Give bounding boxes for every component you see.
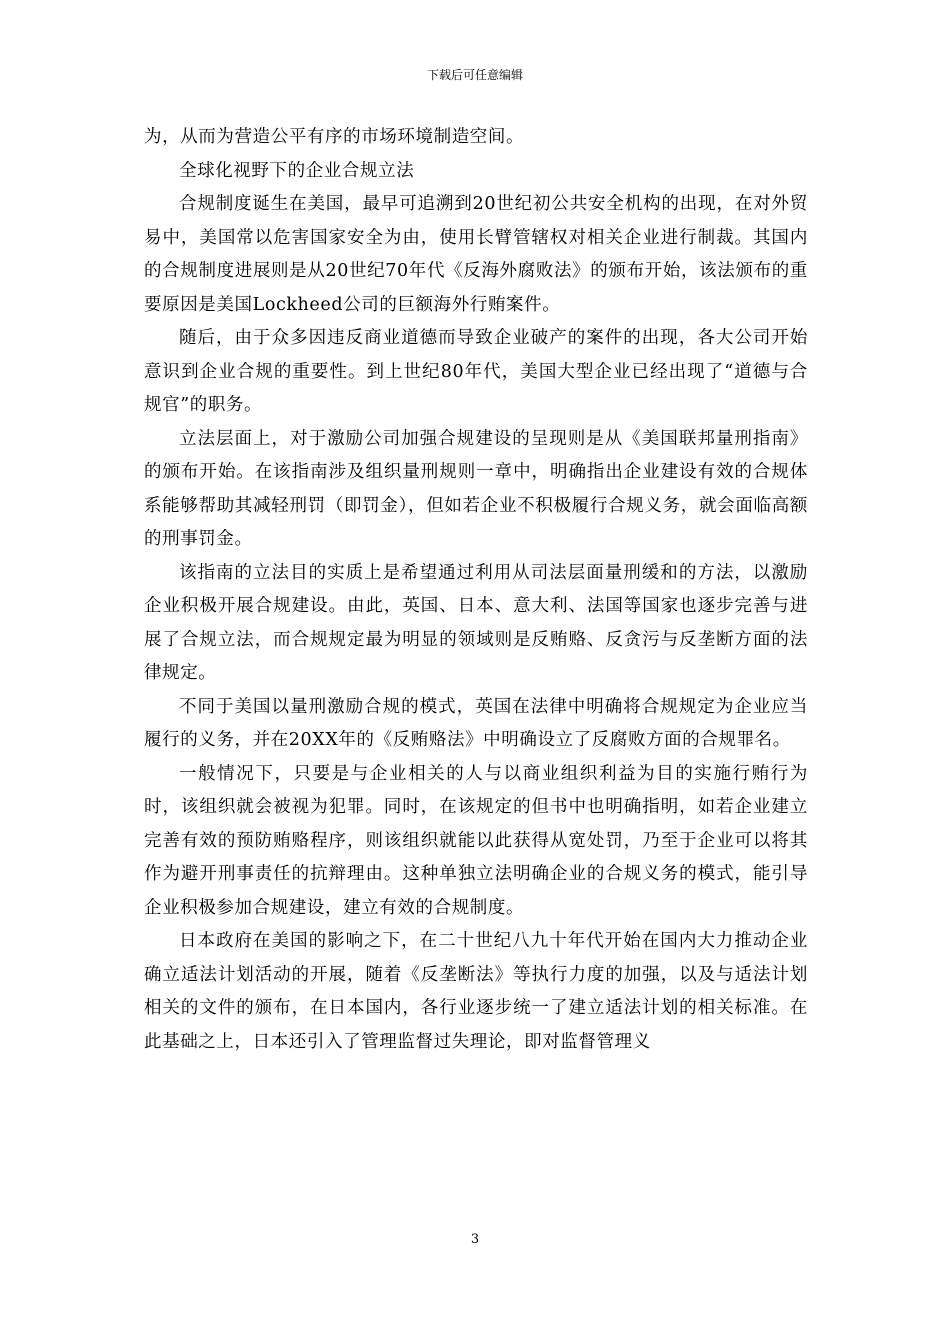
paragraph-continuation: 为，从而为营造公平有序的市场环境制造空间。 (144, 127, 525, 147)
paragraph: 不同于美国以量刑激励合规的模式，英国在法律中明确将合规规定为企业应当履行的义务，并在20XX年的《反贿赂法》中明确设立了反腐败方面的合规罪名。 (144, 696, 808, 750)
paragraph: 立法层面上，对于激励公司加强合规建设的呈现则是从《美国联邦量刑指南》的颁布开始。在该指南涉及组织量刑规则一章中，明确指出企业建设有效的合规体系能够帮助其减轻刑罚（即罚金），但如若企业不积极履行合规义务，就会面临高额的刑事罚金。 (144, 428, 808, 549)
document-body (144, 121, 808, 1059)
paragraph: 日本政府在美国的影响之下，在二十世纪八九十年代开始在国内大力推动企业确立适法计划活动的开展，随着《反垄断法》等执行力度的加强，以及与适法计划相关的文件的颁布，在日本国内，各行业逐步统一了建立适法计划的相关标准。在此基础之上，日本还引入了管理监督过失理论，即对监督管理义 (144, 931, 808, 1052)
paragraph: 合规制度诞生在美国，最早可追溯到20世纪初公共安全机构的出现，在对外贸易中，美国常以危害国家安全为由，使用长臂管辖权对相关企业进行制裁。其国内的合规制度进展则是从20世纪70年代《反海外腐败法》的颁布开始，该法颁布的重要原因是美国Lockheed公司的巨额海外行贿案件。 (144, 194, 808, 315)
paragraph: 该指南的立法目的实质上是希望通过利用从司法层面量刑缓和的方法，以激励企业积极开展合规建设。由此，英国、日本、意大利、法国等国家也逐步完善与进展了合规立法，而合规规定最为明显的领域则是反贿赂、反贪污与反垄断方面的法律规定。 (144, 562, 808, 683)
page-number: 3 (470, 1232, 480, 1247)
page-header: 下载后可任意编辑 (426, 68, 523, 82)
section-heading: 全球化视野下的企业合规立法 (179, 160, 415, 181)
paragraph: 随后，由于众多因违反商业道德而导致企业破产的案件的出现，各大公司开始意识到企业合规的重要性。到上世纪80年代，美国大型企业已经出现了“道德与合规官”的职务。 (144, 328, 808, 415)
paragraph: 一般情况下，只要是与企业相关的人与以商业组织利益为目的实施行贿行为时，该组织就会被视为犯罪。同时，在该规定的但书中也明确指明，如若企业建立完善有效的预防贿赂程序，则该组织就能以此获得从宽处罚，乃至于企业可以将其作为避开刑事责任的抗辩理由。这种单独立法明确企业的合规义务的模式，能引导企业积极参加合规建设，建立有效的合规制度。 (144, 763, 808, 918)
